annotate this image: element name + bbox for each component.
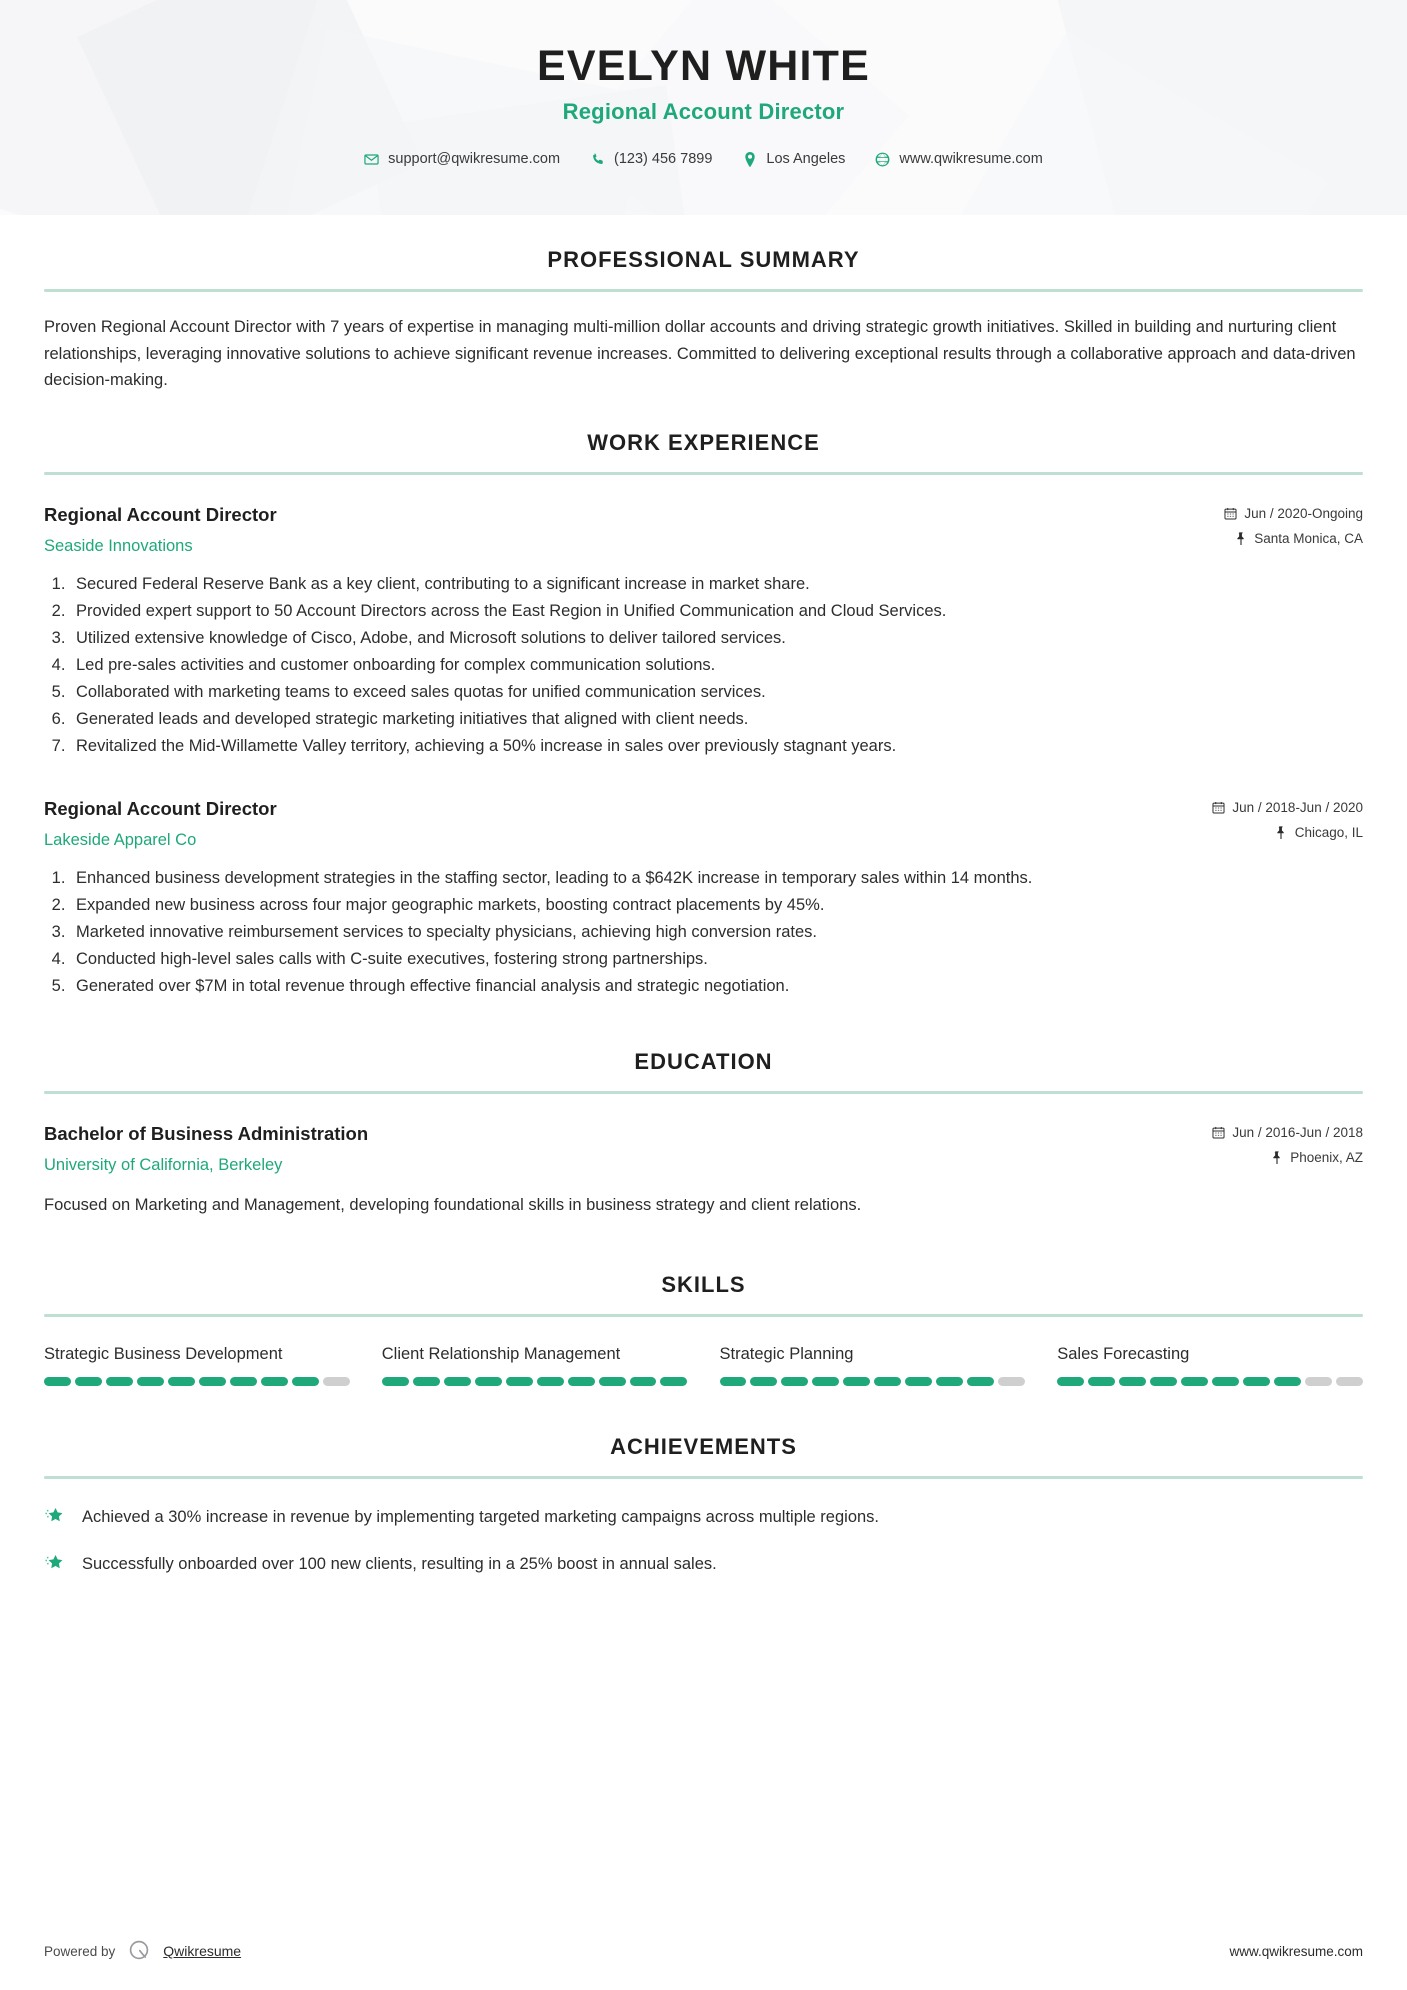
skill-segment	[1057, 1377, 1084, 1386]
section-divider	[44, 472, 1363, 475]
skill-rating-bar	[720, 1377, 1026, 1386]
location-icon	[742, 152, 757, 167]
education-degree: Bachelor of Business Administration	[44, 1123, 369, 1145]
star-badge-icon	[44, 1506, 66, 1528]
phone-icon	[590, 152, 605, 167]
skill-segment	[599, 1377, 626, 1386]
section-title-education: EDUCATION	[634, 1049, 773, 1075]
work-company-name: Seaside Innovations	[44, 537, 193, 556]
skill-segment	[444, 1377, 471, 1386]
globe-icon	[875, 152, 890, 167]
skill-segment	[168, 1377, 195, 1386]
summary-text: Proven Regional Account Director with 7 years of expertise in managing multi-million dollar accounts and driving strategic growth initiatives. Skilled in building and nurturing client relationships, leveraging innovative solutions to achieve significant revenue increases. Committed to delivering exceptional results through a collaborative approach and data-driven decision-making.	[44, 318, 1356, 390]
work-job-title: Regional Account Director	[44, 504, 277, 526]
education-date-range	[1212, 1125, 1363, 1140]
pin-icon	[1270, 1151, 1283, 1164]
skill-segment	[1274, 1377, 1301, 1386]
skill-segment	[568, 1377, 595, 1386]
skill-rating-bar	[382, 1377, 688, 1386]
work-location	[1212, 825, 1363, 840]
contact-website-text: www.qwikresume.com	[899, 151, 1043, 168]
skill-segment	[323, 1377, 350, 1386]
contact-email[interactable]	[349, 151, 575, 167]
education-entry	[44, 1122, 1363, 1218]
skill-segment	[1243, 1377, 1270, 1386]
section-divider	[44, 1476, 1363, 1479]
achievements-list	[44, 1505, 1363, 1577]
skill-segment	[967, 1377, 994, 1386]
skill-segment	[475, 1377, 502, 1386]
work-bullet-list	[44, 572, 1363, 760]
footer-website[interactable]: www.qwikresume.com	[1229, 1943, 1363, 1959]
section-title-achievements: ACHIEVEMENTS	[610, 1434, 797, 1460]
work-bullet: 1. Enhanced business development strategies in the staffing sector, leading to a $642K increase in temporary sales within 14 months.	[70, 866, 1363, 891]
education-description: Focused on Marketing and Management, developing foundational skills in business strategy and client relations.	[44, 1195, 862, 1214]
education-institution: University of California, Berkeley	[44, 1156, 283, 1175]
skill-segment	[843, 1377, 870, 1386]
work-bullet: 4. Conducted high-level sales calls with C-suite executives, fostering strong partnerships.	[70, 947, 1363, 972]
education-entry-meta	[1212, 1122, 1363, 1165]
work-location-text: Santa Monica, CA	[1254, 531, 1363, 547]
pin-icon	[1275, 826, 1288, 839]
skill-segment	[905, 1377, 932, 1386]
skill-segment	[292, 1377, 319, 1386]
skill-segment	[998, 1377, 1025, 1386]
section-education	[44, 1049, 1363, 1218]
contact-location-text: Los Angeles	[766, 151, 846, 168]
section-achievements	[44, 1434, 1363, 1577]
work-location	[1224, 531, 1363, 546]
skill-segment	[750, 1377, 777, 1386]
work-bullet: 1. Secured Federal Reserve Bank as a key client, contributing to a significant increase in market share.	[70, 572, 1363, 597]
calendar-icon	[1212, 1126, 1225, 1139]
work-entry-meta	[1212, 797, 1363, 840]
skill-segment	[537, 1377, 564, 1386]
education-date-text: Jun / 2016-Jun / 2018	[1232, 1125, 1363, 1141]
section-title-work: WORK EXPERIENCE	[587, 430, 820, 456]
work-bullet: 3. Utilized extensive knowledge of Cisco, Adobe, and Microsoft solutions to deliver tailored services.	[70, 626, 1363, 651]
work-bullet: 2. Provided expert support to 50 Account Directors across the East Region in Unified Communication and Cloud Services.	[70, 599, 1363, 624]
skill-segment	[382, 1377, 409, 1386]
skill-segment	[1212, 1377, 1239, 1386]
skill-segment	[1181, 1377, 1208, 1386]
section-title-summary: PROFESSIONAL SUMMARY	[547, 247, 860, 272]
work-bullet: 5. Generated over $7M in total revenue through effective financial analysis and strategic negotiation.	[70, 974, 1363, 999]
skill-item	[382, 1343, 688, 1386]
skill-segment	[75, 1377, 102, 1386]
work-bullet: 7. Revitalized the Mid-Willamette Valley territory, achieving a 50% increase in sales over previously stagnant years.	[70, 734, 1363, 759]
skill-segment	[630, 1377, 657, 1386]
skill-item	[720, 1343, 1026, 1386]
skill-segment	[1150, 1377, 1177, 1386]
skill-segment	[936, 1377, 963, 1386]
skill-segment	[1336, 1377, 1363, 1386]
email-icon	[364, 152, 379, 167]
work-date-text: Jun / 2020-Ongoing	[1244, 506, 1363, 522]
skill-segment	[720, 1377, 747, 1386]
work-bullet: 6. Generated leads and developed strategic marketing initiatives that aligned with client needs.	[70, 707, 1363, 732]
section-divider	[44, 289, 1363, 292]
skill-segment	[199, 1377, 226, 1386]
achievement-text: Successfully onboarded over 100 new clients, resulting in a 25% boost in annual sales.	[82, 1555, 717, 1574]
work-entry-header	[44, 503, 1363, 557]
work-bullet: 3. Marketed innovative reimbursement services to specialty physicians, achieving high conversion rates.	[70, 920, 1363, 945]
work-bullet: 4. Led pre-sales activities and customer onboarding for complex communication solutions.	[70, 653, 1363, 678]
work-date-range	[1224, 506, 1363, 521]
skill-segment	[413, 1377, 440, 1386]
section-work-experience	[44, 430, 1363, 999]
work-bullet: 2. Expanded new business across four major geographic markets, boosting contract placements by 45%.	[70, 893, 1363, 918]
skill-label: Sales Forecasting	[1057, 1345, 1190, 1364]
skill-segment	[230, 1377, 257, 1386]
skill-segment	[812, 1377, 839, 1386]
skill-item	[44, 1343, 350, 1386]
work-entry-header	[44, 797, 1363, 851]
skill-segment	[106, 1377, 133, 1386]
skill-rating-bar	[44, 1377, 350, 1386]
skill-segment	[261, 1377, 288, 1386]
skill-rating-bar	[1057, 1377, 1363, 1386]
candidate-name: EVELYN WHITE	[537, 42, 870, 90]
skill-segment	[506, 1377, 533, 1386]
skill-segment	[660, 1377, 687, 1386]
education-location	[1212, 1150, 1363, 1165]
skill-segment	[874, 1377, 901, 1386]
achievement-item	[44, 1552, 1363, 1577]
skill-item	[1057, 1343, 1363, 1386]
footer-powered-by-label: Powered by	[44, 1943, 116, 1959]
section-title-skills: SKILLS	[661, 1272, 746, 1298]
section-divider	[44, 1091, 1363, 1094]
calendar-icon	[1212, 801, 1225, 814]
skill-segment	[1305, 1377, 1332, 1386]
work-entry	[44, 797, 1363, 999]
work-company-name: Lakeside Apparel Co	[44, 831, 197, 850]
skills-grid	[44, 1343, 1363, 1386]
footer-brand-link[interactable]: Qwikresume	[163, 1943, 242, 1959]
contact-email-text: support@qwikresume.com	[388, 151, 561, 168]
page-footer	[44, 1938, 1363, 1964]
section-divider	[44, 1314, 1363, 1317]
skill-segment	[44, 1377, 71, 1386]
work-location-text: Chicago, IL	[1294, 825, 1363, 841]
contact-website[interactable]	[860, 151, 1057, 167]
contact-phone-text: (123) 456 7899	[614, 151, 713, 168]
skill-label: Client Relationship Management	[381, 1345, 621, 1364]
skill-segment	[137, 1377, 164, 1386]
skill-segment	[1088, 1377, 1115, 1386]
work-job-title: Regional Account Director	[44, 798, 277, 820]
contact-row	[0, 151, 1407, 167]
work-entry	[44, 503, 1363, 759]
education-entry-header	[44, 1122, 1363, 1176]
work-bullet-list	[44, 866, 1363, 999]
work-date-text: Jun / 2018-Jun / 2020	[1232, 800, 1363, 816]
calendar-icon	[1224, 507, 1237, 520]
education-location-text: Phoenix, AZ	[1290, 1150, 1363, 1166]
skill-label: Strategic Business Development	[44, 1345, 283, 1364]
section-professional-summary	[44, 247, 1363, 394]
star-badge-icon	[44, 1553, 66, 1575]
footer-branding	[44, 1938, 241, 1964]
skill-segment	[1119, 1377, 1146, 1386]
candidate-job-title: Regional Account Director	[562, 99, 845, 125]
section-skills	[44, 1272, 1363, 1386]
work-bullet: 5. Collaborated with marketing teams to exceed sales quotas for unified communication services.	[70, 680, 1363, 705]
pin-icon	[1234, 532, 1247, 545]
achievement-text: Achieved a 30% increase in revenue by implementing targeted marketing campaigns across multiple regions.	[82, 1508, 880, 1527]
qwikresume-logo-icon	[126, 1938, 152, 1964]
skill-segment	[781, 1377, 808, 1386]
work-entry-meta	[1224, 503, 1363, 546]
contact-phone[interactable]	[575, 151, 727, 167]
skill-label: Strategic Planning	[719, 1345, 854, 1364]
achievement-item	[44, 1505, 1363, 1530]
resume-header	[0, 0, 1407, 215]
work-date-range	[1212, 800, 1363, 815]
contact-location	[727, 151, 860, 167]
